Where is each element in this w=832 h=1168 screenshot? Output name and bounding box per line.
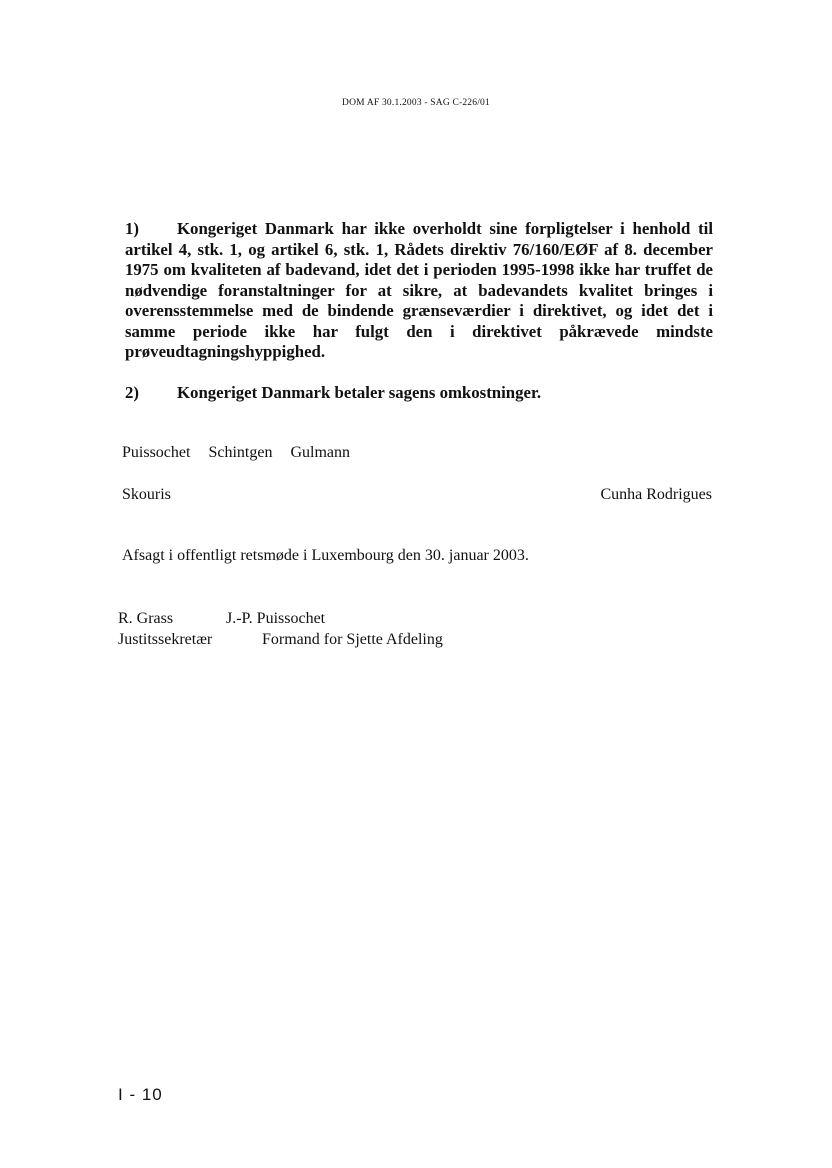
judge-name: Schintgen: [208, 444, 273, 461]
judges-row: [122, 444, 364, 462]
judge-name: Skouris: [122, 486, 171, 503]
ruling-item-1-text: Kongeriget Danmark har ikke overholdt sine forpligtelser i henhold til artikel 4, stk. 1, og artikel 6, stk. 1, Rådets direktiv 76/160/EØF af 8. december 1975 om kvaliteten af badevand, idet det i perioden 1995-1998 ikke har truffet de nødvendige foranstaltninger for at sikre, at badevandets kvalitet bringes i overensstemmelse med de bindende grænseværdier i direktivet, og idet det i samme periode ikke har fulgt den i direktivet påkrævede mindste prøveudtagningshyppighed.: [125, 219, 713, 361]
pronouncement-text: Afsagt i offentligt retsmøde i Luxembourg den 30. januar 2003.: [122, 547, 529, 564]
president-name: J.-P. Puissochet: [226, 610, 326, 627]
ruling-item-2-number: 2): [125, 383, 139, 402]
ruling-item-1-number: 1): [125, 219, 139, 238]
case-reference-header: DOM AF 30.1.2003 - SAG C-226/01: [342, 98, 490, 108]
registrar-signature: [118, 608, 222, 650]
ruling-item-1: [125, 219, 713, 363]
ruling-item-2-text: Kongeriget Danmark betaler sagens omkostninger.: [177, 383, 542, 402]
registrar-name: R. Grass: [118, 610, 174, 627]
ruling-item-2: [125, 383, 713, 404]
president-signature: [222, 608, 443, 650]
page-number: I - 10: [118, 1085, 163, 1104]
president-title: Formand for Sjette Afdeling: [262, 631, 443, 648]
registrar-title: Justitssekretær: [118, 631, 213, 648]
judge-name: Gulmann: [290, 444, 350, 461]
judge-name: Puissochet: [122, 444, 191, 461]
signature-block: [118, 608, 443, 650]
judge-name: Cunha Rodrigues: [600, 486, 712, 503]
